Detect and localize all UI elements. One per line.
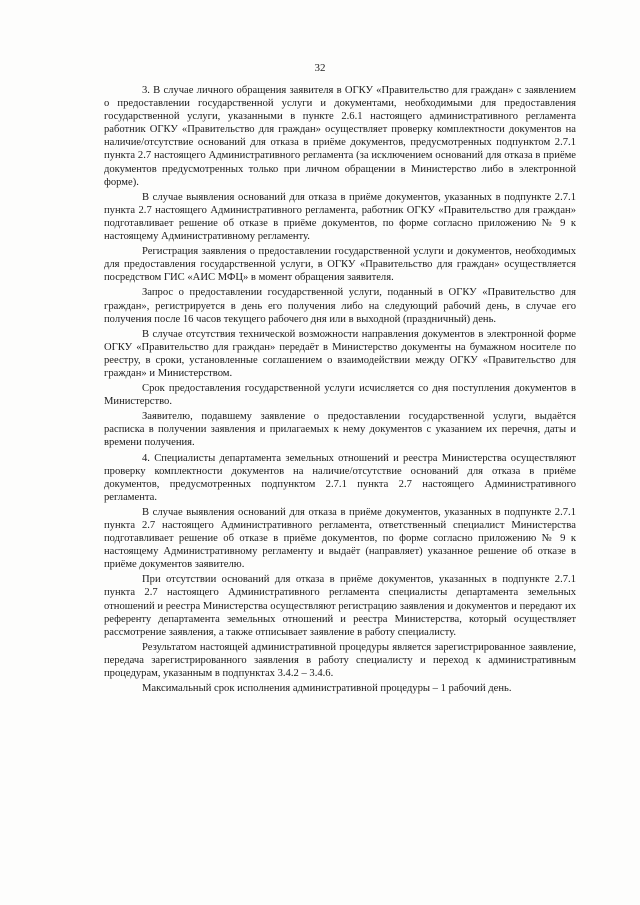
paragraph-refusal-mfc: В случае выявления оснований для отказа в приёме документов, указанных в подпункте 2.7.1 пункта 2.7 настоящего Административного регламента, работник ОГКУ «Правительство для граждан» подготавливает решение об отказе в приёме документов, по форме согласно приложению № 9 к настоящему Административному регламенту.	[104, 191, 576, 243]
paragraph-no-technical-means: В случае отсутствия технической возможности направления документов в электронной форме ОГКУ «Правительство для граждан» передаёт в Министерство документы на бумажном носителе по реестру, в сроки, установленные соглашением о взаимодействии между ОГКУ «Правительство для граждан» и Министерством.	[104, 328, 576, 379]
paragraph-receipt: Заявителю, подавшему заявление о предоставлении государственной услуги, выдаётся расписка в получении заявления и прилагаемых к нему документов с указанием их перечня, даты и времени получения.	[104, 411, 576, 449]
paragraph-item-3: 3. В случае личного обращения заявителя в ОГКУ «Правительство для граждан» с заявлением о предоставлении государственной услуги и документами, необходимыми для предоставления государственной услуги, указанными в пункте 2.6.1 настоящего административного регламента работник ОГКУ «Правительство для граждан» осуществляет проверку комплектности документов на наличие/отсутствие оснований для отказа в приёме документов, предусмотренных подпунктом 2.7.1 пункта 2.7 настоящего Административного регламента (за исключением оснований для отказа в приёме документов предусмотренных только при личном обращении в Министерство либо в электронной форме).	[104, 85, 576, 188]
page-number: 32	[314, 62, 326, 74]
document-body	[104, 84, 576, 697]
paragraph-max-term: Максимальный срок исполнения административной процедуры – 1 рабочий день.	[142, 683, 512, 695]
paragraph-result: Результатом настоящей административной процедуры является зарегистрированное заявление, передача зарегистрированного заявления в работу специалисту и переход к административным процедурам, указанным в подпунктах 3.4.2 – 3.4.6.	[104, 641, 576, 680]
paragraph-registration: Регистрация заявления о предоставлении государственной услуги и документов, необходимых для предоставления государственной услуги, в ОГКУ «Правительство для граждан» осуществляется посредством ГИС «АИС МФЦ» в момент обращения заявителя.	[104, 246, 576, 284]
paragraph-request: Запрос о предоставлении государственной услуги, поданный в ОГКУ «Правительство для граждан», регистрируется в день его получения либо на следующий рабочий день, в случае его получения после 16 часов текущего рабочего дня или в выходной (праздничный) день.	[104, 287, 576, 325]
paragraph-item-4: 4. Специалисты департамента земельных отношений и реестра Министерства осуществляют проверку комплектности документов на наличие/отсутствие оснований для отказа в приёме документов, предусмотренных подпунктом 2.7.1 пункта 2.7 настоящего Административного регламента.	[104, 452, 576, 503]
paragraph-refusal-ministry: В случае выявления оснований для отказа в приёме документов, указанных в подпункте 2.7.1 пункта 2.7 настоящего Административного регламента, ответственный специалист Министерства подготавливает решение об отказе в приёме документов, по форме согласно приложению № 9 к настоящему Административному регламенту и выдаёт (направляет) указанное решение об отказе в приёме документов заявителю.	[104, 506, 576, 571]
paragraph-term: Срок предоставления государственной услуги исчисляется со дня поступления документов в Министерство.	[104, 383, 576, 408]
paragraph-no-grounds: При отсутствии оснований для отказа в приёме документов, указанных в подпункте 2.7.1 пункта 2.7 настоящего Административного регламента специалисты департамента земельных отношений и реестра Министерства осуществляют регистрацию заявления и документов и передают их референту департамента земельных отношений и реестра Министерства, который осуществляет рассмотрение заявления, а также отписывает заявление в работу специалисту.	[104, 574, 576, 638]
